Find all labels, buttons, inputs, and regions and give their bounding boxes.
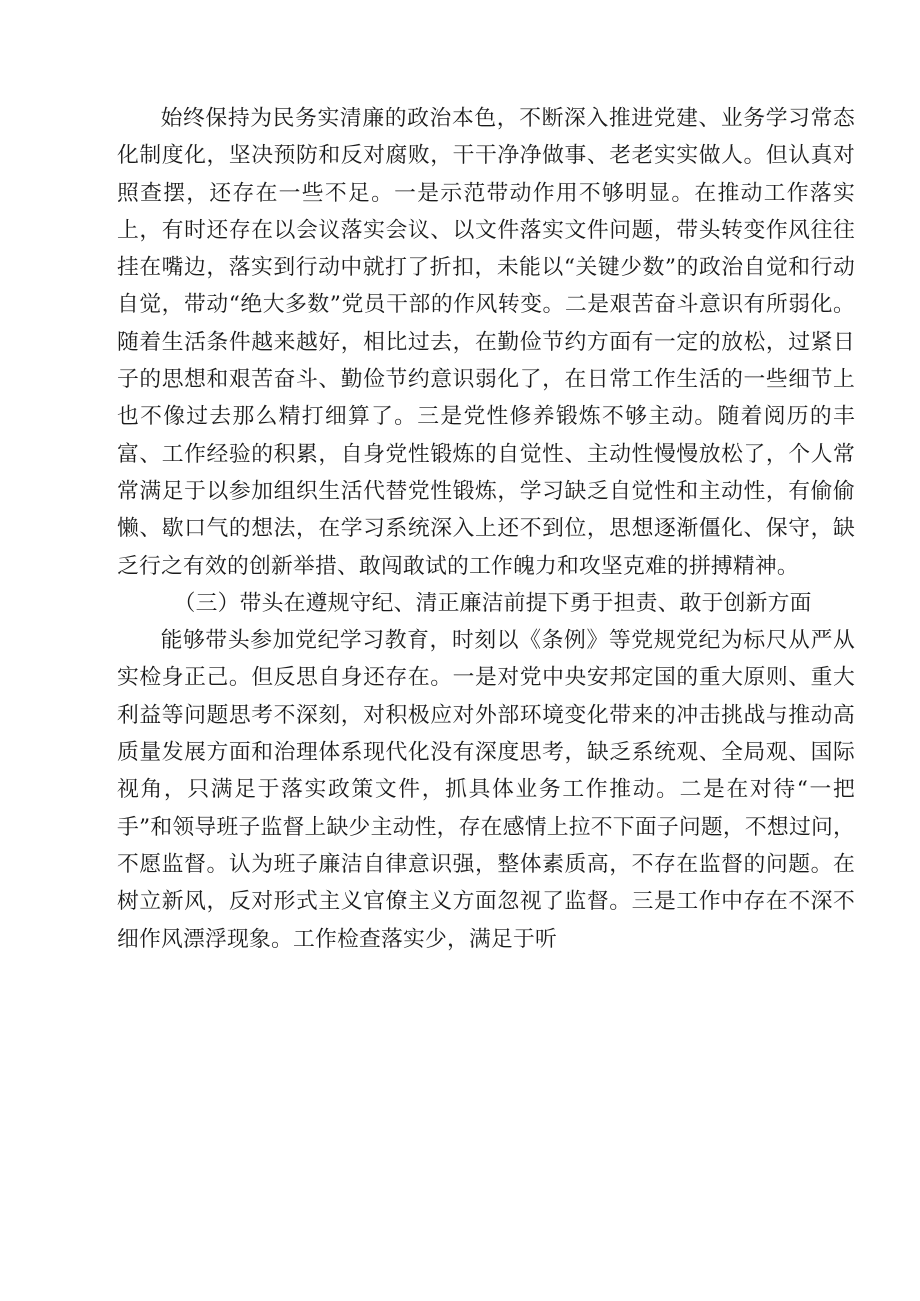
paragraph-shortcomings-integrity: 始终保持为民务实清廉的政治本色，不断深入推进党建、业务学习常态化制度化，坚决预防和反对腐败，干干净净做事、老老实实做人。但认真对照查摆，还存在一些不足。一是示范带动作用不够明显。在推动工作落实上，有时还存在以会议落实会议、以文件落实文件问题，带头转变作风往往挂在嘴边，落实到行动中就打了折扣，未能以“关键少数”的政治自觉和行动自觉，带动“绝大多数”党员干部的作风转变。二是艰苦奋斗意识有所弱化。随着生活条件越来越好，相比过去，在勤俭节约方面有一定的放松，过紧日子的思想和艰苦奋斗、勤俭节约意识弱化了，在日常工作生活的一些细节上也不像过去那么精打细算了。三是党性修养锻炼不够主动。随着阅历的丰富、工作经验的积累，自身党性锻炼的自觉性、主动性慢慢放松了，个人常常满足于以参加组织生活代替党性锻炼，学习缺乏自觉性和主动性，有偷偷懒、歇口气的想法，在学习系统深入上还不到位，思想逐渐僵化、保守，缺乏行之有效的创新举措、敢闯敢试的工作魄力和攻坚克难的拼搏精神。 — [117, 106, 855, 579]
document-body — [117, 100, 855, 958]
section-heading-three: （三）带头在遵规守纪、清正廉洁前提下勇于担责、敢于创新方面 — [173, 590, 812, 616]
paragraph-shortcomings-discipline: 能够带头参加党纪学习教育，时刻以《条例》等党规党纪为标尺从严从实检身正己。但反思自身还存在。一是对党中央安邦定国的重大原则、重大利益等问题思考不深刻，对积极应对外部环境变化带来的冲击挑战与推动高质量发展方面和治理体系现代化没有深度思考，缺乏系统观、全局观、国际视角，只满足于落实政策文件，抓具体业务工作推动。二是在对待“一把手”和领导班子监督上缺少主动性，存在感情上拉不下面子问题，不想过问，不愿监督。认为班子廉洁自律意识强，整体素质高，不存在监督的问题。在树立新风，反对形式主义官僚主义方面忽视了监督。三是工作中存在不深不细作风漂浮现象。工作检查落实少，满足于听 — [117, 628, 855, 952]
